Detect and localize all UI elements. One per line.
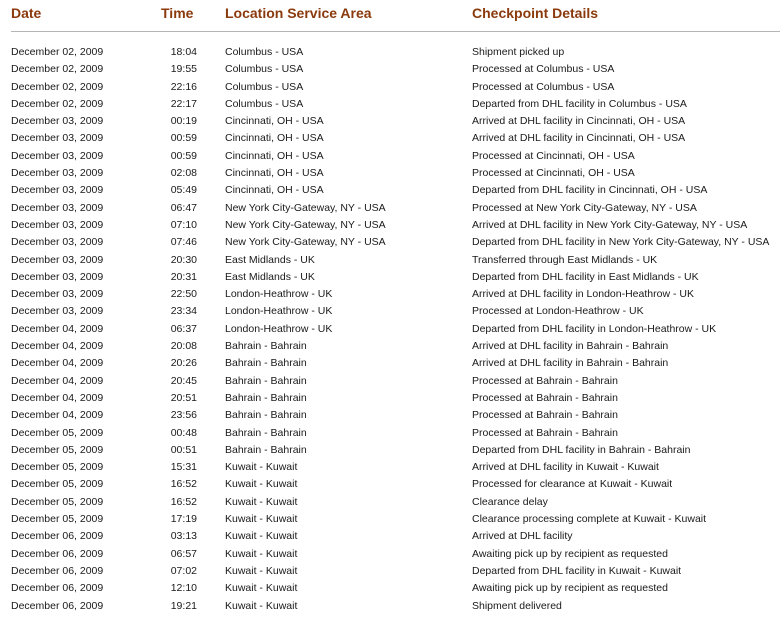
cell-location: Bahrain - Bahrain [225, 391, 307, 404]
cell-date: December 06, 2009 [11, 530, 104, 543]
cell-time: 07:02 [170, 564, 197, 577]
cell-time: 20:08 [170, 340, 197, 353]
table-row [0, 252, 780, 269]
cell-time: 20:31 [170, 270, 197, 283]
table-row [0, 390, 780, 407]
cell-details: Processed at London-Heathrow - UK [472, 305, 644, 318]
cell-date: December 06, 2009 [11, 582, 104, 595]
cell-date: December 04, 2009 [11, 357, 104, 370]
cell-time: 07:46 [170, 236, 197, 249]
table-row [0, 130, 780, 147]
table-row [0, 494, 780, 511]
table-row [0, 546, 780, 563]
cell-location: New York City-Gateway, NY - USA [225, 236, 386, 249]
table-row [0, 200, 780, 217]
cell-details: Departed from DHL facility in New York City-Gateway, NY - USA [472, 236, 770, 249]
table-row [0, 148, 780, 165]
table-row [0, 476, 780, 493]
table-row [0, 269, 780, 286]
cell-time: 20:26 [170, 357, 197, 370]
cell-details: Departed from DHL facility in East Midlands - UK [472, 270, 699, 283]
table-row [0, 425, 780, 442]
cell-date: December 05, 2009 [11, 495, 104, 508]
cell-date: December 03, 2009 [11, 270, 104, 283]
cell-details: Arrived at DHL facility in Cincinnati, OH - USA [472, 132, 686, 145]
table-row [0, 79, 780, 96]
cell-time: 15:31 [170, 461, 197, 474]
cell-location: Columbus - USA [225, 63, 304, 76]
cell-date: December 04, 2009 [11, 322, 104, 335]
table-row [0, 182, 780, 199]
cell-details: Shipment delivered [472, 599, 562, 612]
table-row [0, 165, 780, 182]
cell-details: Processed at Columbus - USA [472, 80, 615, 93]
cell-time: 00:19 [170, 115, 197, 128]
cell-date: December 04, 2009 [11, 374, 104, 387]
cell-date: December 06, 2009 [11, 564, 104, 577]
table-row [0, 563, 780, 580]
cell-location: Kuwait - Kuwait [225, 461, 298, 474]
cell-location: Bahrain - Bahrain [225, 426, 307, 439]
table-row [0, 528, 780, 545]
cell-date: December 02, 2009 [11, 63, 104, 76]
cell-date: December 02, 2009 [11, 46, 104, 58]
cell-location: Kuwait - Kuwait [225, 530, 298, 543]
cell-location: East Midlands - UK [225, 253, 315, 266]
table-row [0, 338, 780, 355]
table-row [0, 373, 780, 390]
cell-location: London-Heathrow - UK [225, 288, 333, 301]
cell-details: Departed from DHL facility in London-Heathrow - UK [472, 322, 717, 335]
cell-details: Arrived at DHL facility in Bahrain - Bahrain [472, 340, 669, 353]
cell-details: Processed at Bahrain - Bahrain [472, 426, 618, 439]
table-header [0, 0, 780, 31]
cell-details: Awaiting pick up by recipient as requested [472, 582, 668, 595]
cell-details: Departed from DHL facility in Columbus - USA [472, 97, 687, 110]
cell-time: 00:59 [170, 149, 197, 162]
cell-location: Kuwait - Kuwait [225, 495, 298, 508]
cell-date: December 05, 2009 [11, 513, 104, 526]
cell-time: 20:30 [170, 253, 197, 266]
cell-details: Arrived at DHL facility in London-Heathrow - UK [472, 288, 694, 301]
table-row [0, 355, 780, 372]
cell-details: Departed from DHL facility in Cincinnati, OH - USA [472, 184, 708, 197]
table-row [0, 113, 780, 130]
cell-location: East Midlands - UK [225, 270, 315, 283]
cell-location: Cincinnati, OH - USA [225, 132, 324, 145]
cell-time: 18:04 [170, 46, 197, 58]
cell-location: Kuwait - Kuwait [225, 599, 298, 612]
cell-date: December 02, 2009 [11, 80, 104, 93]
table-row [0, 217, 780, 234]
cell-time: 19:55 [170, 63, 197, 76]
cell-details: Awaiting pick up by recipient as requested [472, 547, 668, 560]
table-row [0, 407, 780, 424]
cell-location: Bahrain - Bahrain [225, 374, 307, 387]
cell-time: 19:21 [170, 599, 197, 612]
cell-time: 00:48 [170, 426, 197, 439]
cell-date: December 03, 2009 [11, 305, 104, 318]
cell-details: Processed at Cincinnati, OH - USA [472, 149, 635, 162]
cell-time: 03:13 [170, 530, 197, 543]
table-row [0, 321, 780, 338]
cell-time: 17:19 [170, 513, 197, 526]
cell-date: December 05, 2009 [11, 461, 104, 474]
cell-time: 16:52 [170, 478, 197, 491]
cell-time: 20:45 [170, 374, 197, 387]
table-row [0, 598, 780, 615]
cell-date: December 04, 2009 [11, 391, 104, 404]
cell-location: New York City-Gateway, NY - USA [225, 218, 386, 231]
cell-time: 23:34 [170, 305, 197, 318]
cell-location: New York City-Gateway, NY - USA [225, 201, 386, 214]
cell-time: 00:59 [170, 132, 197, 145]
cell-date: December 02, 2009 [11, 97, 104, 110]
cell-date: December 03, 2009 [11, 184, 104, 197]
cell-location: Cincinnati, OH - USA [225, 167, 324, 180]
cell-location: London-Heathrow - UK [225, 305, 333, 318]
cell-details: Processed for clearance at Kuwait - Kuwait [472, 478, 673, 491]
cell-location: Columbus - USA [225, 46, 304, 58]
cell-location: Columbus - USA [225, 80, 304, 93]
cell-date: December 04, 2009 [11, 340, 104, 353]
table-row [0, 303, 780, 320]
cell-location: Kuwait - Kuwait [225, 547, 298, 560]
cell-details: Arrived at DHL facility [472, 530, 573, 543]
cell-details: Transferred through East Midlands - UK [472, 253, 658, 266]
cell-location: London-Heathrow - UK [225, 322, 333, 335]
table-row [0, 96, 780, 113]
cell-details: Shipment picked up [472, 46, 565, 58]
cell-date: December 06, 2009 [11, 547, 104, 560]
cell-details: Arrived at DHL facility in Cincinnati, OH - USA [472, 115, 686, 128]
table-row [0, 459, 780, 476]
table-row [0, 286, 780, 303]
cell-location: Kuwait - Kuwait [225, 564, 298, 577]
cell-details: Processed at New York City-Gateway, NY - USA [472, 201, 697, 214]
cell-time: 22:50 [170, 288, 197, 301]
cell-location: Bahrain - Bahrain [225, 357, 307, 370]
cell-date: December 03, 2009 [11, 236, 104, 249]
cell-time: 06:57 [170, 547, 197, 560]
cell-details: Processed at Bahrain - Bahrain [472, 409, 618, 422]
cell-date: December 04, 2009 [11, 409, 104, 422]
cell-details: Processed at Cincinnati, OH - USA [472, 167, 635, 180]
cell-location: Bahrain - Bahrain [225, 340, 307, 353]
cell-date: December 03, 2009 [11, 167, 104, 180]
header-date: Date [11, 5, 42, 21]
table-row [0, 44, 780, 61]
cell-details: Processed at Columbus - USA [472, 63, 615, 76]
table-row [0, 580, 780, 597]
cell-location: Cincinnati, OH - USA [225, 184, 324, 197]
table-row [0, 442, 780, 459]
cell-date: December 03, 2009 [11, 201, 104, 214]
table-row [0, 61, 780, 78]
cell-date: December 03, 2009 [11, 218, 104, 231]
cell-time: 00:51 [170, 443, 197, 456]
table-body [0, 44, 780, 615]
cell-location: Cincinnati, OH - USA [225, 149, 324, 162]
cell-date: December 03, 2009 [11, 253, 104, 266]
cell-details: Clearance delay [472, 495, 548, 508]
cell-time: 06:37 [170, 322, 197, 335]
cell-location: Kuwait - Kuwait [225, 478, 298, 491]
cell-date: December 03, 2009 [11, 149, 104, 162]
cell-date: December 05, 2009 [11, 443, 104, 456]
cell-date: December 03, 2009 [11, 288, 104, 301]
cell-details: Departed from DHL facility in Kuwait - Kuwait [472, 564, 682, 577]
cell-time: 02:08 [170, 167, 197, 180]
cell-location: Kuwait - Kuwait [225, 513, 298, 526]
table-row [0, 511, 780, 528]
cell-time: 07:10 [170, 218, 197, 231]
cell-time: 22:17 [170, 97, 197, 110]
cell-time: 16:52 [170, 495, 197, 508]
cell-date: December 03, 2009 [11, 115, 104, 128]
cell-time: 22:16 [170, 80, 197, 93]
cell-location: Bahrain - Bahrain [225, 409, 307, 422]
cell-time: 20:51 [170, 391, 197, 404]
cell-location: Cincinnati, OH - USA [225, 115, 324, 128]
header-details: Checkpoint Details [472, 5, 599, 21]
cell-date: December 05, 2009 [11, 426, 104, 439]
cell-details: Arrived at DHL facility in New York City-Gateway, NY - USA [472, 218, 748, 231]
cell-time: 12:10 [170, 582, 197, 595]
header-location: Location Service Area [225, 5, 372, 21]
cell-time: 06:47 [170, 201, 197, 214]
cell-details: Processed at Bahrain - Bahrain [472, 374, 618, 387]
cell-location: Bahrain - Bahrain [225, 443, 307, 456]
cell-details: Departed from DHL facility in Bahrain - Bahrain [472, 443, 691, 456]
cell-details: Clearance processing complete at Kuwait - Kuwait [472, 513, 707, 526]
cell-date: December 03, 2009 [11, 132, 104, 145]
cell-time: 23:56 [170, 409, 197, 422]
cell-details: Arrived at DHL facility in Bahrain - Bahrain [472, 357, 669, 370]
cell-date: December 05, 2009 [11, 478, 104, 491]
header-divider [11, 31, 780, 32]
table-row [0, 234, 780, 251]
cell-details: Arrived at DHL facility in Kuwait - Kuwait [472, 461, 659, 474]
cell-location: Columbus - USA [225, 97, 304, 110]
cell-location: Kuwait - Kuwait [225, 582, 298, 595]
cell-details: Processed at Bahrain - Bahrain [472, 391, 618, 404]
header-time: Time [161, 5, 194, 21]
cell-date: December 06, 2009 [11, 599, 104, 612]
cell-time: 05:49 [170, 184, 197, 197]
